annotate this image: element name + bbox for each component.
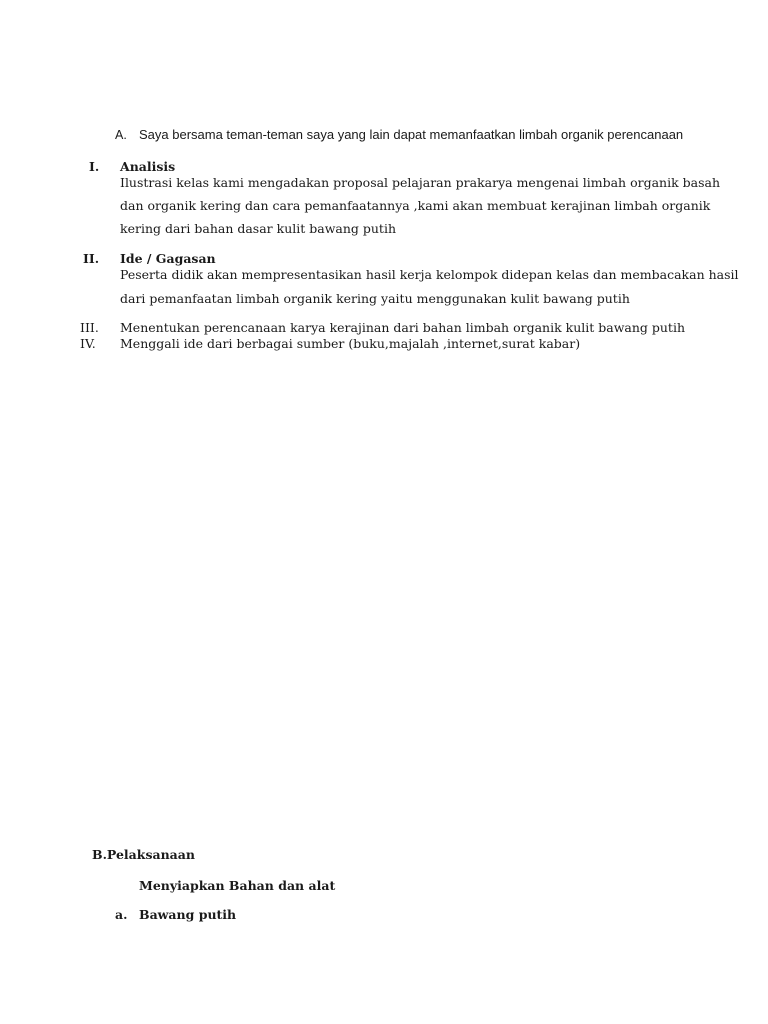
section-a-text: Saya bersama teman-teman saya yang lain dapat memanfaatkan limbah organik perencanaan <box>139 127 684 142</box>
section-b-item-text: Bawang putih <box>139 907 237 922</box>
section-iii-marker: III. <box>80 320 99 335</box>
section-i-line-3: kering dari bahan dasar kulit bawang putih <box>120 221 396 236</box>
section-a-marker: A. <box>115 128 127 142</box>
section-ii-line-1: Peserta didik akan mempresentasikan hasil kerja kelompok didepan kelas dan membacakan hasil <box>120 267 739 282</box>
section-i-marker: I. <box>89 159 100 174</box>
section-ii-line-2: dari pemanfaatan limbah organik kering yaitu menggunakan kulit bawang putih <box>120 291 630 306</box>
section-iv-text: Menggali ide dari berbagai sumber (buku,majalah ,internet,surat kabar) <box>120 336 581 351</box>
section-ii-heading: Ide / Gagasan <box>120 251 216 266</box>
section-ii-marker: II. <box>83 251 100 266</box>
section-i-line-2: dan organik kering dan cara pemanfaatannya ,kami akan membuat kerajinan limbah organik <box>120 198 711 213</box>
section-i-line-1: Ilustrasi kelas kami mengadakan proposal pelajaran prakarya mengenai limbah organik basah <box>120 175 720 190</box>
section-iii-text: Menentukan perencanaan karya kerajinan dari bahan limbah organik kulit bawang putih <box>120 320 685 335</box>
section-b-subheading: Menyiapkan Bahan dan alat <box>139 878 336 893</box>
section-b-heading: B.Pelaksanaan <box>92 847 195 862</box>
section-i-heading: Analisis <box>120 159 176 174</box>
section-b-item-marker: a. <box>115 907 128 922</box>
section-iv-marker: IV. <box>80 336 96 351</box>
